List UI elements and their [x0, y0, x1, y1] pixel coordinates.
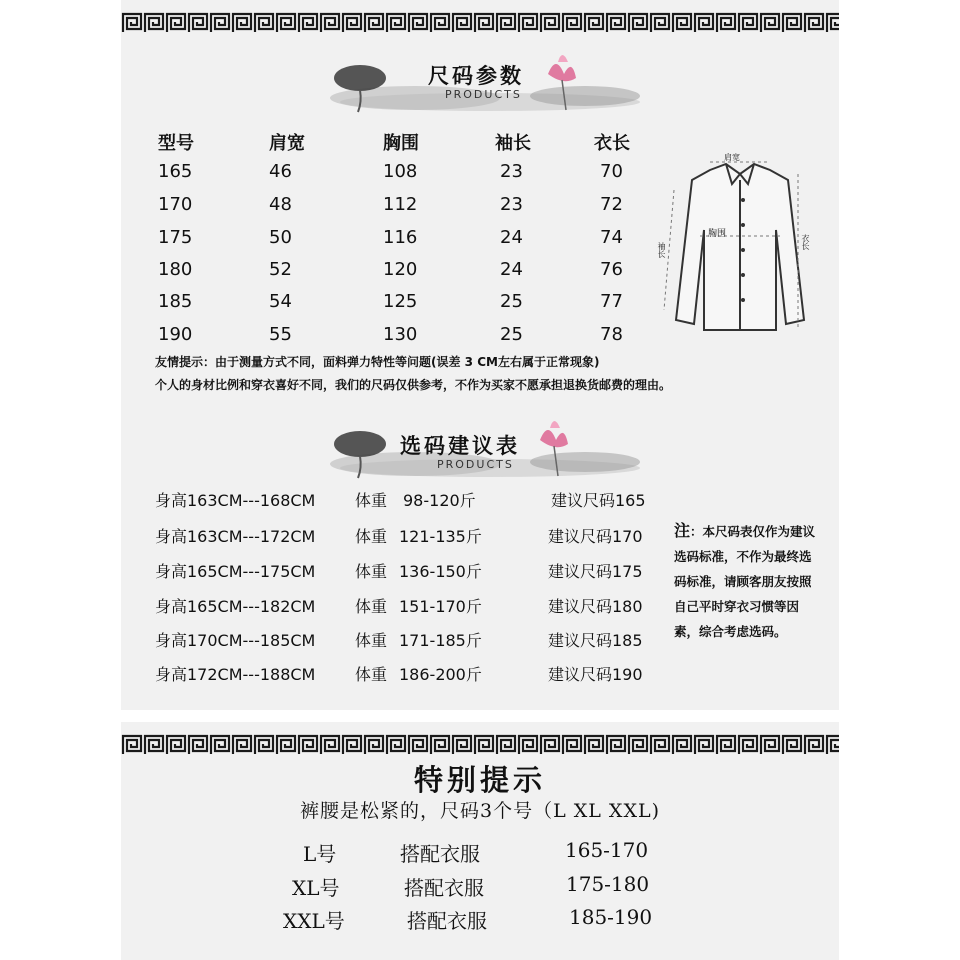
table-cell: 70 [600, 161, 623, 182]
length-label: 衣长 [801, 234, 810, 250]
table-cell: 185 [158, 291, 193, 312]
chest-label: 胸围 [708, 229, 727, 239]
row-weight-label: 体重 [355, 597, 388, 616]
recommend-banner-title: 选码建议表 [400, 433, 520, 458]
row-weight-label: 体重 [355, 665, 388, 684]
table-cell: 72 [600, 194, 623, 215]
row-weight: 136-150斤 [399, 562, 482, 581]
row-weight: 121-135斤 [399, 527, 482, 546]
special-size: XXL号 [283, 909, 345, 933]
recommend-banner-subtitle: PRODUCTS [437, 458, 514, 471]
row-height: 身高163CM---168CM [155, 491, 316, 510]
fret-border-top [121, 12, 839, 34]
table-cell: 50 [269, 227, 292, 248]
special-label: 搭配衣服 [407, 909, 487, 933]
table-cell: 55 [269, 324, 292, 345]
table-cell: 120 [383, 259, 418, 280]
special-range: 175-180 [566, 872, 650, 896]
table-cell: 125 [383, 291, 418, 312]
table-cell: 130 [383, 324, 418, 345]
note-line-1: 友情提示：由于测量方式不同，面料弹力特性等问题(误差 3 CM左右属于正常现象) [155, 355, 600, 369]
side-note [674, 518, 820, 644]
row-height: 身高172CM---188CM [155, 665, 316, 684]
table-cell: 46 [269, 161, 292, 182]
header-length: 衣长 [594, 133, 630, 154]
note-line-2: 个人的身材比例和穿衣喜好不同，我们的尺码仅供参考，不作为买家不愿承担退换货邮费的理由。 [155, 378, 672, 392]
table-cell: 78 [600, 324, 623, 345]
row-weight-label: 体重 [355, 631, 388, 650]
row-height: 身高163CM---172CM [155, 527, 316, 546]
shoulder-label: 肩宽 [724, 153, 740, 162]
table-cell: 112 [383, 194, 418, 215]
row-weight-label: 体重 [355, 562, 388, 581]
special-subtitle: 裤腰是松紧的，尺码3个号（L XL XXL) [299, 800, 660, 822]
special-size: XL号 [292, 876, 340, 900]
table-cell: 76 [600, 259, 623, 280]
row-weight: 186-200斤 [399, 665, 482, 684]
table-cell: 108 [383, 161, 418, 182]
header-chest: 胸围 [383, 133, 419, 154]
table-cell: 190 [158, 324, 193, 345]
table-cell: 23 [500, 194, 523, 215]
table-cell: 25 [500, 324, 523, 345]
special-title: 特别提示 [413, 763, 546, 797]
row-size: 建议尺码180 [548, 597, 643, 616]
table-cell: 52 [269, 259, 292, 280]
row-weight: 151-170斤 [399, 597, 482, 616]
row-size: 建议尺码165 [551, 491, 646, 510]
table-cell: 74 [600, 227, 623, 248]
table-cell: 175 [158, 227, 193, 248]
table-cell: 180 [158, 259, 193, 280]
special-range: 165-170 [565, 838, 649, 862]
row-weight: 171-185斤 [399, 631, 482, 650]
row-size: 建议尺码175 [548, 562, 643, 581]
side-note-lead: 注 [674, 521, 691, 540]
header-model: 型号 [158, 133, 194, 154]
fret-border-bottom [121, 734, 839, 756]
special-size: L号 [303, 842, 337, 866]
row-size: 建议尺码170 [548, 527, 643, 546]
row-size: 建议尺码190 [548, 665, 643, 684]
row-height: 身高170CM---185CM [155, 631, 316, 650]
table-cell: 48 [269, 194, 292, 215]
table-cell: 77 [600, 291, 623, 312]
table-cell: 24 [500, 259, 523, 280]
special-label: 搭配衣服 [400, 842, 480, 866]
sleeve-label: 袖长 [657, 242, 666, 258]
table-cell: 170 [158, 194, 193, 215]
row-weight-label: 体重 [355, 491, 388, 510]
table-cell: 23 [500, 161, 523, 182]
recommend-banner [320, 406, 660, 486]
table-cell: 116 [383, 227, 418, 248]
side-note-text: ：本尺码表仅作为建议选码标准，不作为最终选码标准，请顾客朋友按照自己平时穿衣习惯等因素，综合考虑选码。 [674, 524, 816, 639]
size-banner-subtitle: PRODUCTS [445, 88, 522, 101]
special-range: 185-190 [569, 905, 653, 929]
row-size: 建议尺码185 [548, 631, 643, 650]
table-cell: 54 [269, 291, 292, 312]
header-shoulder: 肩宽 [269, 133, 305, 154]
table-cell: 25 [500, 291, 523, 312]
special-label: 搭配衣服 [404, 876, 484, 900]
header-sleeve: 袖长 [495, 133, 531, 154]
table-cell: 165 [158, 161, 193, 182]
size-banner-title: 尺码参数 [428, 63, 524, 88]
row-weight-label: 体重 [355, 527, 388, 546]
size-banner [320, 40, 660, 120]
shirt-diagram [652, 150, 828, 340]
row-height: 身高165CM---182CM [155, 597, 316, 616]
row-height: 身高165CM---175CM [155, 562, 316, 581]
row-weight: 98-120斤 [403, 491, 476, 510]
table-cell: 24 [500, 227, 523, 248]
